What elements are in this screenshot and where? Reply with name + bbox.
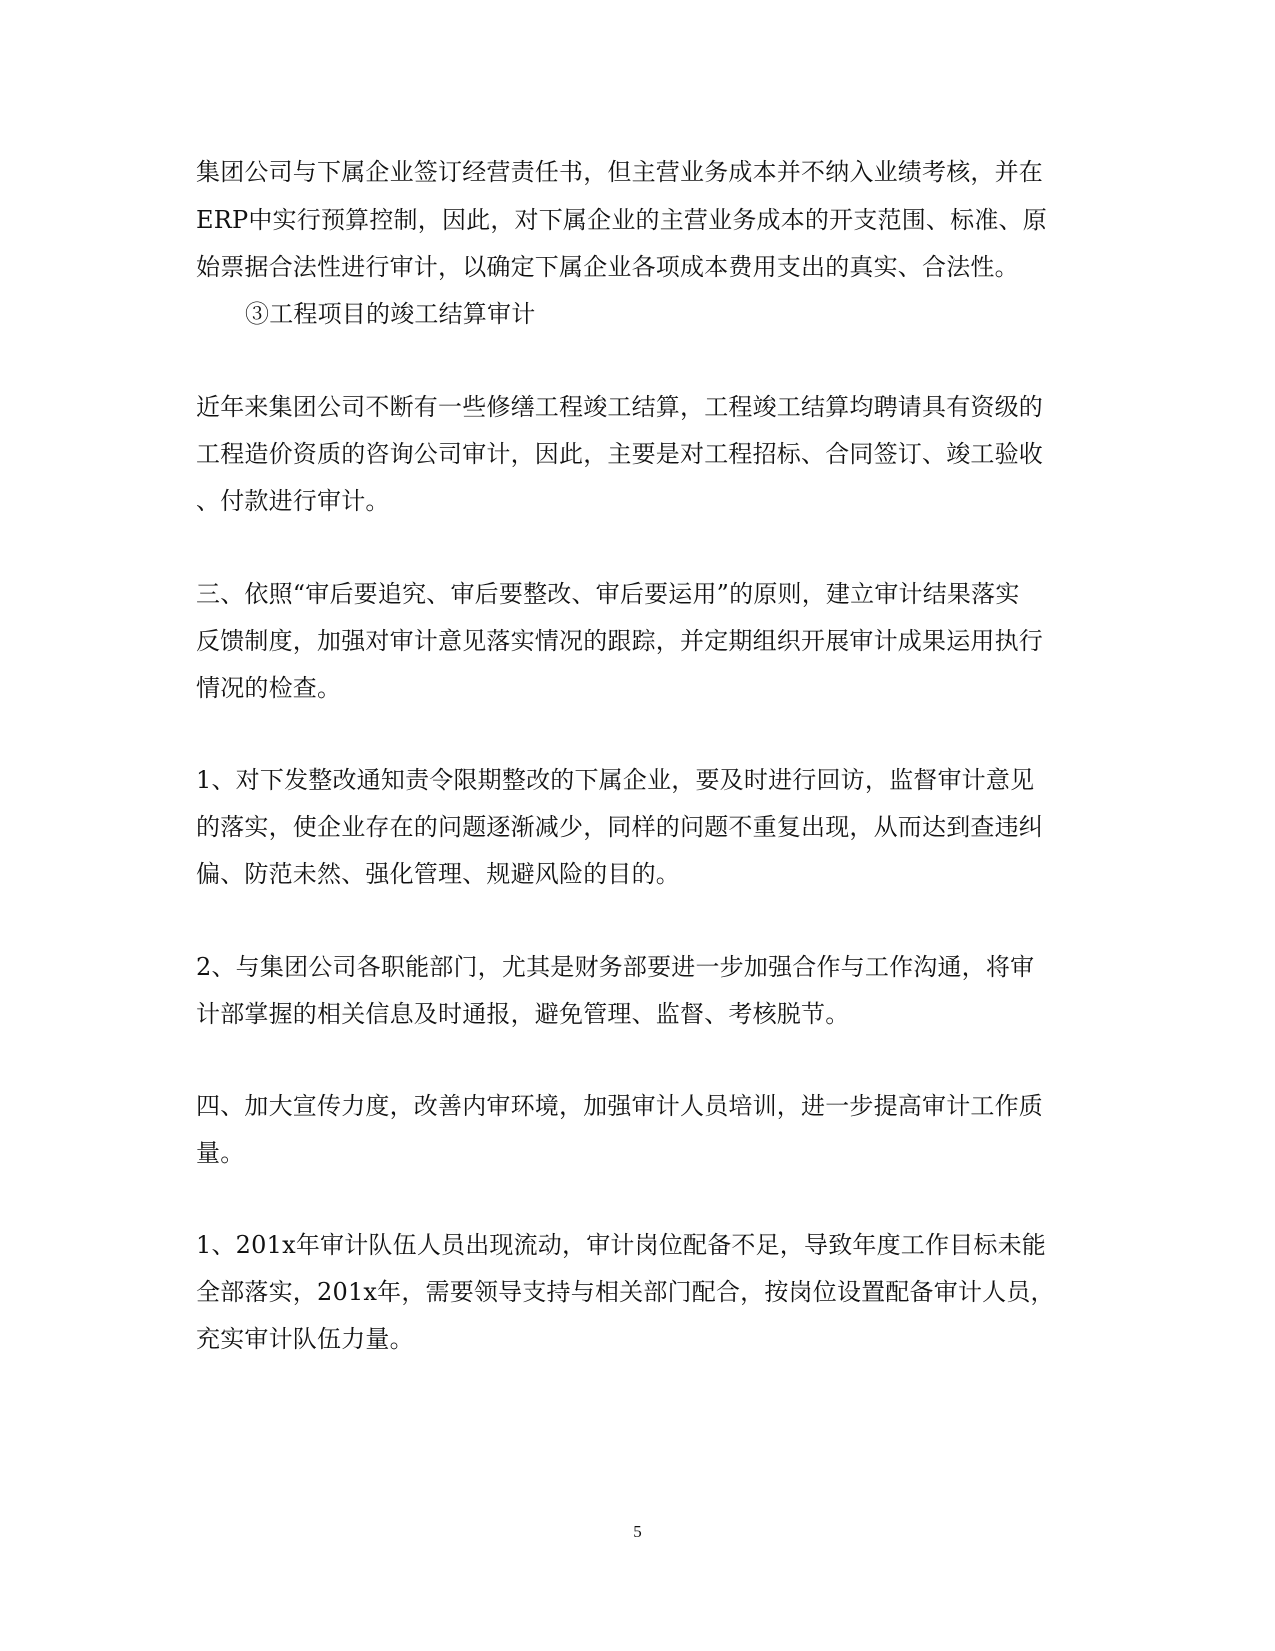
paragraph-2-line-3: 、付款进行审计。 [196,487,390,515]
paragraph-1-line-3: 始票据合法性进行审计，以确定下属企业各项成本费用支出的真实、合法性。 [196,253,1019,281]
paragraph-3-line-1: 三、依照“审后要追究、审后要整改、审后要运用”的原则，建立审计结果落实 [196,580,1020,608]
paragraph-4-line-1: 1、对下发整改通知责令限期整改的下属企业，要及时进行回访，监督审计意见 [196,766,1035,794]
paragraph-7-line-3: 充实审计队伍力量。 [196,1325,414,1353]
paragraph-2-line-2: 工程造价资质的咨询公司审计，因此，主要是对工程招标、合同签订、竣工验收 [196,440,1043,468]
paragraph-1-line-2: ERP中实行预算控制，因此，对下属企业的主营业务成本的开支范围、标准、原 [196,206,1047,234]
paragraph-5-line-2: 计部掌握的相关信息及时通报，避免管理、监督、考核脱节。 [196,1000,850,1028]
paragraph-7-line-2: 全部落实，201x年，需要领导支持与相关部门配合，按岗位设置配备审计人员， [196,1278,1055,1306]
paragraph-2-line-1: 近年来集团公司不断有一些修缮工程竣工结算，工程竣工结算均聘请具有资级的 [196,393,1043,421]
paragraph-6-line-2: 量。 [196,1139,245,1167]
page-number: 5 [633,1522,642,1541]
paragraph-4-line-2: 的落实，使企业存在的问题逐渐减少，同样的问题不重复出现，从而达到查违纠 [196,813,1043,841]
paragraph-3-line-3: 情况的检查。 [196,674,342,702]
paragraph-4-line-3: 偏、防范未然、强化管理、规避风险的目的。 [196,860,680,888]
paragraph-7-line-1: 1、201x年审计队伍人员出现流动，审计岗位配备不足，导致年度工作目标未能 [196,1231,1047,1259]
paragraph-1-line-1: 集团公司与下属企业签订经营责任书，但主营业务成本并不纳入业绩考核，并在 [196,158,1043,186]
paragraph-5-line-1: 2、与集团公司各职能部门，尤其是财务部要进一步加强合作与工作沟通，将审 [196,953,1035,981]
subheading-project-audit: ③工程项目的竣工结算审计 [245,300,536,328]
paragraph-3-line-2: 反馈制度，加强对审计意见落实情况的跟踪，并定期组织开展审计成果运用执行 [196,627,1043,655]
paragraph-6-line-1: 四、加大宣传力度，改善内审环境，加强审计人员培训，进一步提高审计工作质 [196,1092,1043,1120]
